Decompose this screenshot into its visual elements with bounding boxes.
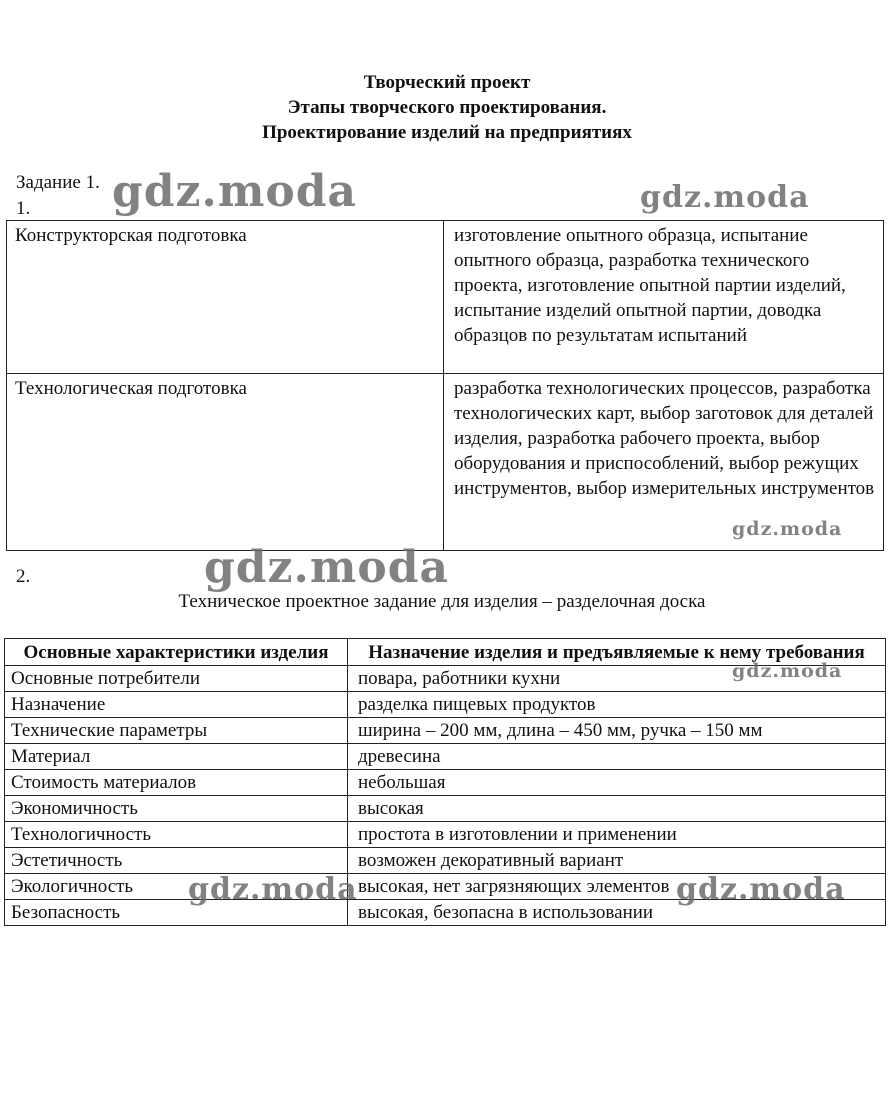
table-row (5, 718, 886, 744)
characteristic-name: Стоимость материалов (5, 770, 348, 796)
characteristic-value: повара, работники кухни (348, 666, 886, 692)
task-item-2: 2. (16, 566, 31, 587)
watermark: gdz.moda (188, 872, 358, 907)
table-row (7, 374, 884, 551)
characteristic-name: Экономичность (5, 796, 348, 822)
characteristic-value: высокая, нет загрязняющих элементов (348, 874, 886, 900)
watermark: gdz.moda (732, 660, 843, 682)
technical-specification-table (4, 638, 886, 926)
table-row (5, 848, 886, 874)
table-row (5, 874, 886, 900)
preparation-stages-table (6, 220, 884, 551)
table-header-row (5, 639, 886, 666)
title-line-1: Творческий проект (363, 72, 531, 93)
title-block (0, 70, 894, 145)
characteristic-name: Технологичность (5, 822, 348, 848)
table-row (5, 770, 886, 796)
header-requirements: Назначение изделия и предъявляемые к нему требования (348, 639, 886, 666)
characteristic-name: Основные потребители (5, 666, 348, 692)
watermark: gdz.moda (732, 518, 843, 540)
characteristic-name: Экологичность (5, 874, 348, 900)
table-row (5, 692, 886, 718)
stage-content: изготовление опытного образца, испытание опытного образца, разработка технического проекта, изготовление опытной партии изделий, испытание изделий опытной партии, доводка образцов по результатам испытаний (444, 221, 884, 374)
characteristic-value: возможен декоративный вариант (348, 848, 886, 874)
characteristic-name: Назначение (5, 692, 348, 718)
characteristic-value: древесина (348, 744, 886, 770)
characteristic-value: небольшая (348, 770, 886, 796)
assignment-subtitle: Техническое проектное задание для изделия – разделочная доска (178, 591, 706, 612)
table-row (5, 822, 886, 848)
task-label: Задание 1. (16, 172, 100, 193)
characteristic-name: Технические параметры (5, 718, 348, 744)
watermark: gdz.moda (112, 166, 358, 217)
characteristic-value: разделка пищевых продуктов (348, 692, 886, 718)
characteristic-value: высокая, безопасна в использовании (348, 900, 886, 926)
characteristic-name: Материал (5, 744, 348, 770)
stage-name: Конструкторская подготовка (7, 221, 444, 374)
title-line-3: Проектирование изделий на предприятиях (262, 122, 632, 143)
characteristic-name: Эстетичность (5, 848, 348, 874)
characteristic-value: высокая (348, 796, 886, 822)
stage-content: разработка технологических процессов, разработка технологических карт, выбор заготовок для деталей изделия, разработка рабочего проекта, выбор оборудования и приспособлений, выбор режущих инструментов, выбор измерительных инструментов (444, 374, 884, 551)
table-row (5, 900, 886, 926)
title-line-2: Этапы творческого проектирования. (287, 97, 607, 118)
characteristic-value: простота в изготовлении и применении (348, 822, 886, 848)
watermark: gdz.moda (676, 872, 846, 907)
stage-name: Технологическая подготовка (7, 374, 444, 551)
task-item-1: 1. (16, 198, 31, 219)
characteristic-name: Безопасность (5, 900, 348, 926)
watermark: gdz.moda (640, 180, 810, 215)
table-row (5, 744, 886, 770)
header-characteristics: Основные характеристики изделия (5, 639, 348, 666)
table-row (7, 221, 884, 374)
table-row (5, 666, 886, 692)
watermark: gdz.moda (204, 542, 450, 593)
characteristic-value: ширина – 200 мм, длина – 450 мм, ручка – 150 мм (348, 718, 886, 744)
table-row (5, 796, 886, 822)
